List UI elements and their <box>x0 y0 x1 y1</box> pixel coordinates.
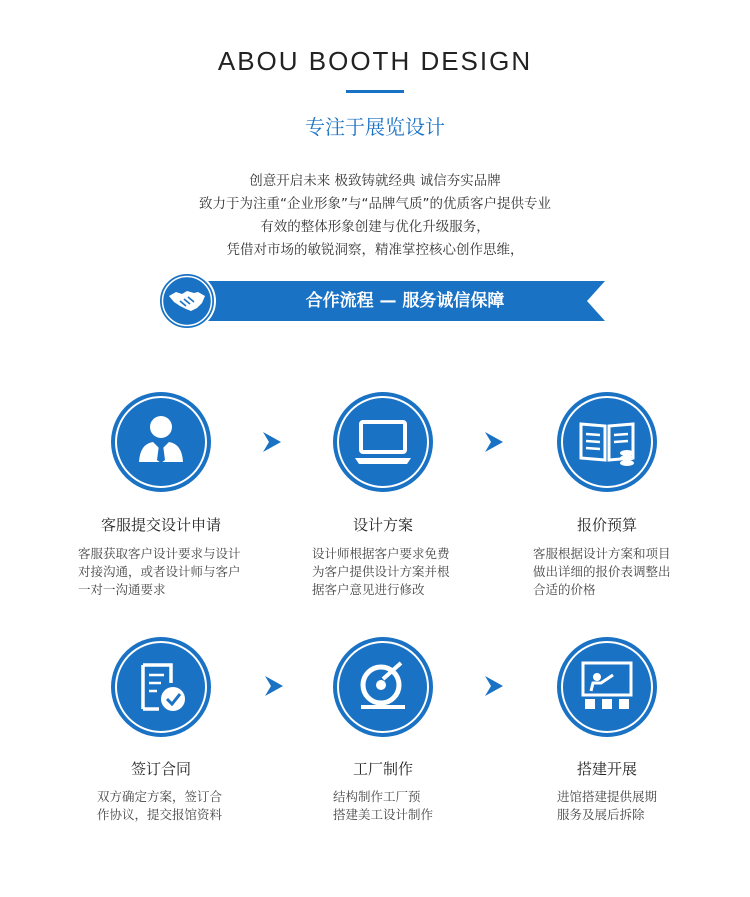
presentation-icon <box>555 635 659 739</box>
price-book-icon <box>555 390 659 494</box>
step-description <box>333 788 533 824</box>
step-desc-line: 合适的价格 <box>533 582 596 597</box>
step-description <box>533 545 733 599</box>
handshake-icon <box>158 272 216 330</box>
step-desc-line: 为客户提供设计方案并根 <box>312 564 450 579</box>
page-subtitle: 专注于展览设计 <box>305 115 445 139</box>
chevron-right-icon <box>260 431 282 453</box>
step-desc-line: 设计师根据客户要求免费 <box>312 546 450 561</box>
banner-label: 合作流程 — 服务诚信保障 <box>305 291 505 311</box>
page-title: ABOU BOOTH DESIGN <box>217 46 533 76</box>
step-desc-line: 结构制作工厂预 <box>333 789 421 804</box>
step-desc-line: 客服获取客户设计要求与设计 <box>78 546 241 561</box>
chevron-right-icon <box>482 675 504 697</box>
step-desc-line: 客服根据设计方案和项目 <box>533 546 671 561</box>
chevron-right-icon <box>262 675 284 697</box>
step-title: 签订合同 <box>130 760 191 778</box>
step-description <box>557 788 750 824</box>
step-title: 设计方案 <box>352 516 413 534</box>
step-desc-line: 对接沟通，或者设计师与客户 <box>78 564 241 579</box>
intro-line: 创意开启未来 极致铸就经典 诚信夯实品牌 <box>249 173 501 189</box>
step-title: 工厂制作 <box>352 760 413 778</box>
step-description <box>97 788 297 824</box>
step-desc-line: 服务及展后拆除 <box>557 807 645 822</box>
laptop-icon <box>331 390 435 494</box>
step-title: 报价预算 <box>576 516 637 534</box>
step-desc-line: 做出详细的报价表调整出 <box>533 564 671 579</box>
intro-line: 致力于为注重“企业形象”与“品牌气质”的优质客户提供专业 <box>199 196 551 212</box>
factory-disc-icon <box>331 635 435 739</box>
step-desc-line: 作协议，提交报馆资料 <box>97 807 223 822</box>
customer-service-person-icon <box>109 390 213 494</box>
intro-text <box>0 170 750 262</box>
step-title: 搭建开展 <box>576 760 637 778</box>
step-desc-line: 双方确定方案，签订合 <box>97 789 223 804</box>
title-underline <box>346 90 404 93</box>
contract-check-icon <box>109 635 213 739</box>
step-desc-line: 进馆搭建提供展期 <box>557 789 658 804</box>
step-desc-line: 据客户意见进行修改 <box>312 582 425 597</box>
step-desc-line: 搭建美工设计制作 <box>333 807 434 822</box>
step-desc-line: 一对一沟通要求 <box>78 582 166 597</box>
process-banner <box>205 281 605 321</box>
intro-line: 有效的整体形象创建与优化升级服务， <box>260 219 490 235</box>
chevron-right-icon <box>482 431 504 453</box>
step-title: 客服提交设计申请 <box>100 516 221 534</box>
intro-line: 凭借对市场的敏锐洞察，精准掌控核心创作思维， <box>226 242 524 258</box>
step-description <box>312 545 512 599</box>
step-description <box>78 545 278 599</box>
